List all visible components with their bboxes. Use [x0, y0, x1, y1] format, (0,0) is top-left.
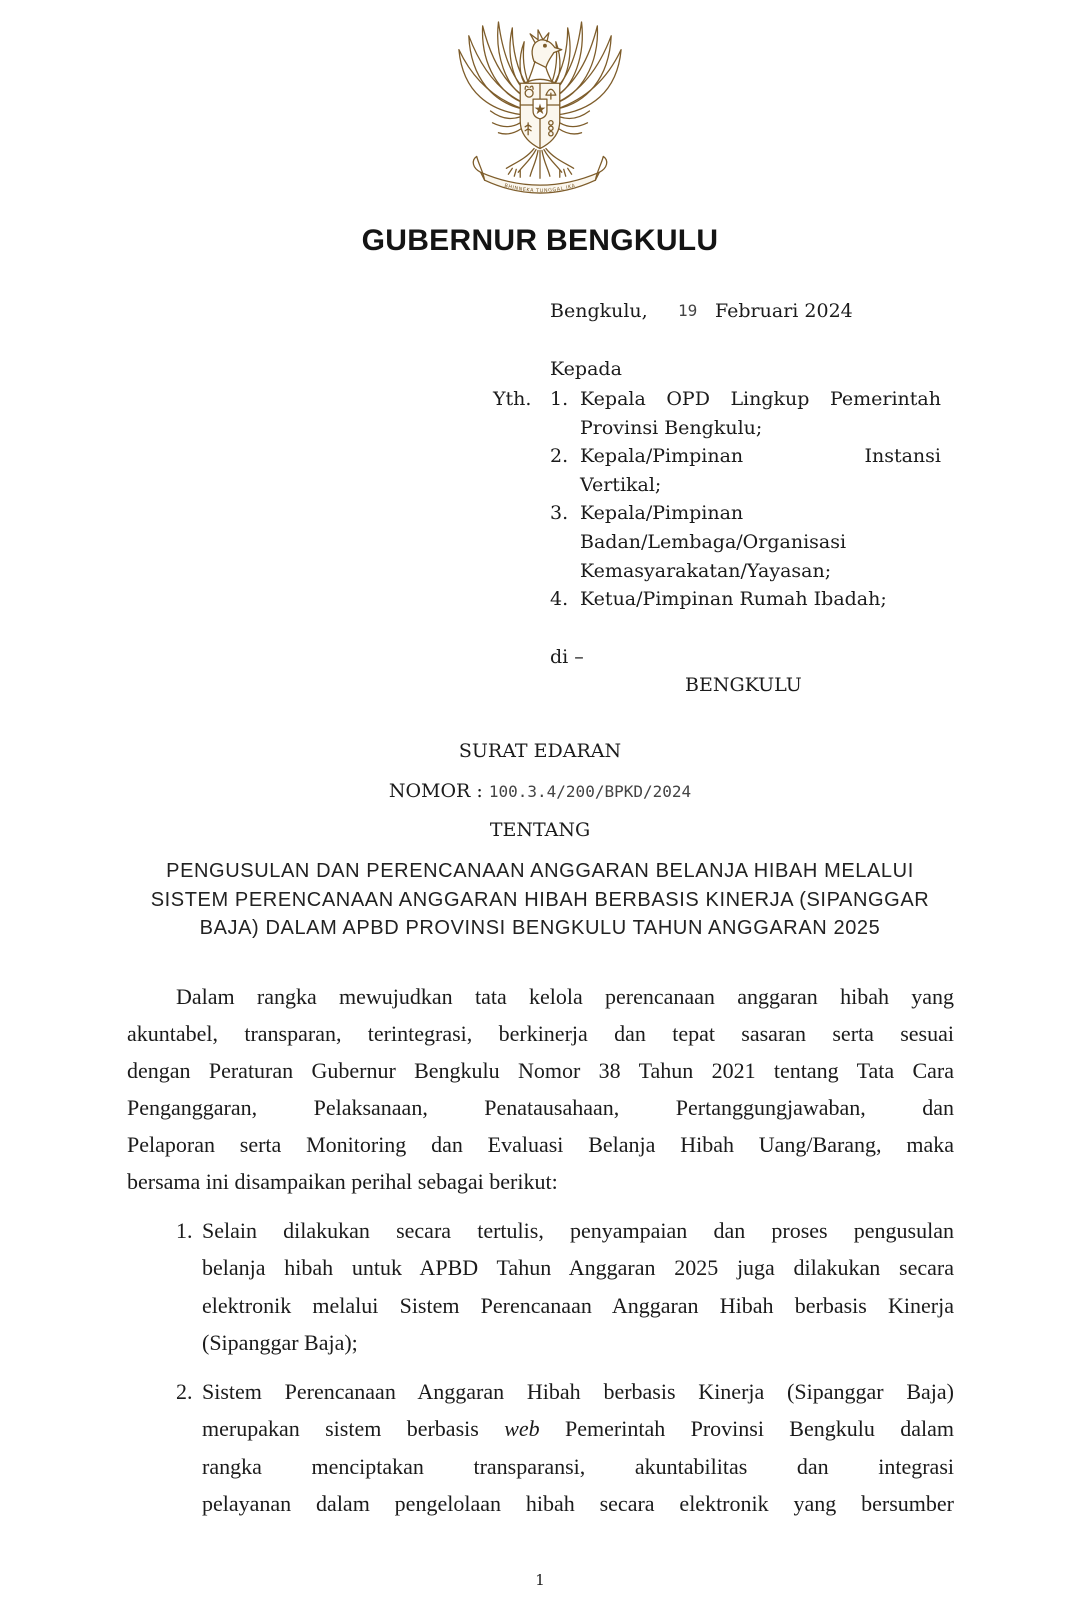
- addressee-item-number: 2.: [550, 445, 569, 468]
- date-place: Bengkulu,: [550, 300, 648, 322]
- subject-line: PENGUSULAN DAN PERENCANAAN ANGGARAN BELANJA HIBAH MELALUI: [166, 860, 914, 882]
- date-day: 19: [678, 301, 698, 320]
- addressee-item: [550, 585, 941, 614]
- addressee-salutation: Kepada: [550, 358, 622, 380]
- paragraph-line: rangka menciptakan transparansi, akuntabilitas dan integrasi: [202, 1453, 954, 1479]
- letter-type: SURAT EDARAN: [458, 740, 622, 762]
- paragraph-line: Dalam rangka mewujudkan tata kelola perencanaan anggaran hibah yang: [176, 984, 954, 1009]
- addressee-item-number: 4.: [550, 588, 569, 611]
- intro-paragraph: [127, 978, 954, 1200]
- point-item: [176, 1373, 954, 1522]
- text-segment: merupakan sistem berbasis: [202, 1416, 505, 1442]
- subject-line: BAJA) DALAM APBD PROVINSI BENGKULU TAHUN ANGGARAN 2025: [199, 917, 881, 939]
- addressee-item-text: [580, 385, 941, 442]
- addressee-item-text: [580, 442, 941, 499]
- garuda-pancasila-emblem-icon: [451, 14, 629, 202]
- addressee-city: BENGKULU: [685, 674, 802, 696]
- addressee-prefix: Yth.: [493, 388, 532, 410]
- paragraph-line: akuntabel, transparan, terintegrasi, berkinerja dan tepat sasaran serta sesuai: [127, 1021, 954, 1046]
- addressee-line: Provinsi Bengkulu;: [580, 416, 763, 439]
- point-text: [202, 1373, 954, 1522]
- letter-about-label: TENTANG: [489, 819, 591, 841]
- point-text: [202, 1212, 954, 1361]
- text-segment: Pemerintah Provinsi Bengkulu dalam: [539, 1416, 954, 1442]
- point-number: 2.: [176, 1379, 193, 1404]
- emblem-motto: BHINNEKA TUNGGAL IKA: [503, 182, 577, 195]
- addressee-item-text: [580, 585, 941, 614]
- letter-number-line: [0, 777, 1080, 806]
- paragraph-line: pelayanan dalam pengelolaan hibah secara elektronik yang bersumber: [202, 1490, 954, 1516]
- paragraph-line: Penganggaran, Pelaksanaan, Penatausahaan, Pertanggungjawaban, dan: [127, 1095, 954, 1120]
- paragraph-line: elektronik melalui Sistem Perencanaan Anggaran Hibah berbasis Kinerja: [202, 1292, 954, 1318]
- page-number: 1: [535, 1571, 545, 1589]
- paragraph-line: dengan Peraturan Gubernur Bengkulu Nomor 38 Tahun 2021 tentang Tata Cara: [127, 1058, 954, 1083]
- italic-term: web: [504, 1416, 540, 1442]
- issuer-title: GUBERNUR BENGKULU: [361, 224, 719, 257]
- paragraph-line: [202, 1410, 954, 1447]
- date-month-year: Februari 2024: [715, 300, 853, 322]
- addressee-item: [550, 442, 941, 499]
- addressee-line: Kepala OPD Lingkup Pemerintah: [580, 388, 941, 410]
- addressee-item-number: 3.: [550, 502, 569, 525]
- addressee-list: [550, 385, 941, 614]
- addressee-line: Kepala/Pimpinan: [580, 502, 744, 525]
- addressee-line: Badan/Lembaga/Organisasi: [580, 530, 847, 553]
- paragraph-line: Pelaporan serta Monitoring dan Evaluasi Belanja Hibah Uang/Barang, maka: [127, 1132, 954, 1157]
- addressee-item: [550, 385, 941, 442]
- subject-line: SISTEM PERENCANAAN ANGGARAN HIBAH BERBASIS KINERJA (SIPANGGAR: [150, 888, 930, 911]
- addressee-line: Kepala/Pimpinan Instansi: [580, 445, 941, 468]
- letter-subject: [0, 857, 1080, 943]
- addressee-di: di –: [550, 646, 584, 668]
- letter-number: 100.3.4/200/BPKD/2024: [488, 782, 692, 801]
- addressee-line: Kemasyarakatan/Yayasan;: [580, 559, 832, 582]
- paragraph-line: bersama ini disampaikan perihal sebagai berikut:: [127, 1169, 558, 1194]
- addressee-item-number: 1.: [550, 388, 569, 410]
- point-item: [176, 1212, 954, 1361]
- paragraph-line: (Sipanggar Baja);: [202, 1329, 358, 1355]
- addressee-line: Vertikal;: [580, 473, 662, 496]
- addressee-item: [550, 499, 941, 585]
- paragraph-line: Selain dilakukan secara tertulis, penyampaian dan proses pengusulan: [202, 1218, 954, 1243]
- paragraph-line: belanja hibah untuk APBD Tahun Anggaran 2025 juga dilakukan secara: [202, 1255, 954, 1281]
- paragraph-line: Sistem Perencanaan Anggaran Hibah berbasis Kinerja (Sipanggar Baja): [202, 1379, 954, 1404]
- addressee-item-text: [580, 499, 941, 585]
- point-number: 1.: [176, 1218, 193, 1243]
- addressee-line: Ketua/Pimpinan Rumah Ibadah;: [580, 588, 887, 611]
- letter-number-label: NOMOR :: [388, 780, 483, 802]
